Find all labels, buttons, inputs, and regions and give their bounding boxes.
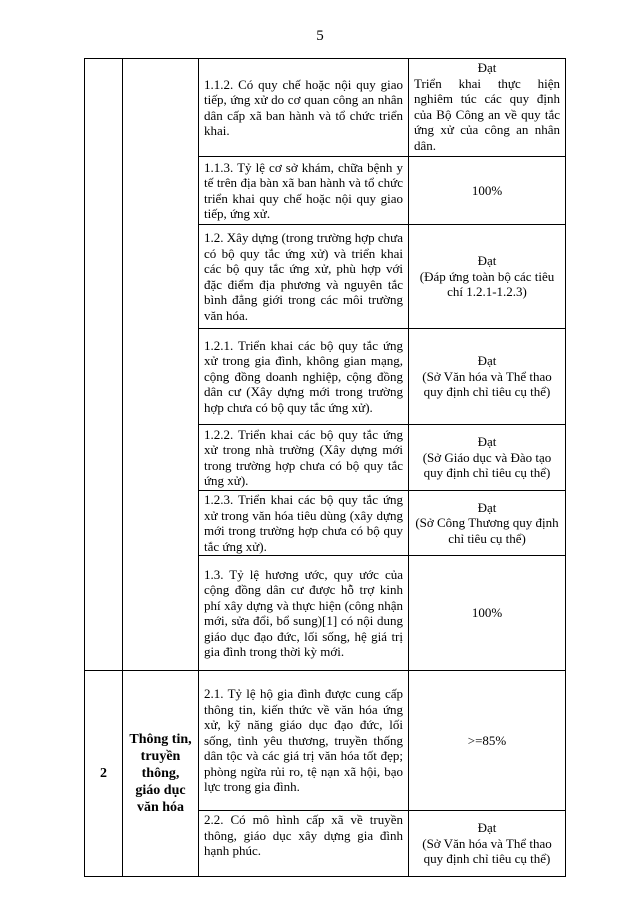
criterion-cell: 2.2. Có mô hình cấp xã về truyền thông, giáo dục xây dựng gia đình hạnh phúc. (199, 811, 409, 877)
result-cell (409, 225, 566, 329)
criteria-table (84, 58, 566, 877)
criterion-cell: 1.1.3. Tỷ lệ cơ sở khám, chữa bệnh y tế trên địa bàn xã ban hành và tổ chức triển khai quy chế hoặc nội quy giao tiếp, ứng xử. (199, 157, 409, 225)
result-value: Đạt (477, 499, 497, 515)
result-value: Đạt (477, 253, 497, 269)
result-cell (409, 425, 566, 491)
result-value: Đạt (477, 434, 497, 450)
result-note: (Sở Công Thương quy định chỉ tiêu cụ thể) (415, 515, 559, 546)
criterion-cell: 1.1.2. Có quy chế hoặc nội quy giao tiếp, ứng xử do cơ quan công an nhân dân cấp xã ban hành và tổ chức triển khai. (199, 59, 409, 157)
result-cell (409, 329, 566, 425)
result-note: Triển khai thực hiện nghiêm túc các quy định của Bộ Công an về quy tắc ứng xử của công an nhân dân. (414, 75, 560, 153)
criterion-cell: 1.2.2. Triển khai các bộ quy tắc ứng xử trong nhà trường (Xây dựng mới trong trường hợp chưa có bộ quy tắc ứng xử). (199, 425, 409, 491)
result-note: (Sở Văn hóa và Thể thao quy định chỉ tiêu cụ thể) (422, 368, 552, 400)
table-row (85, 671, 566, 811)
section-number-cell-empty (85, 59, 123, 671)
result-value: Đạt (477, 353, 497, 369)
result-value: Đạt (477, 60, 497, 75)
result-value: 100% (471, 605, 503, 621)
result-note: (Sở Giáo dục và Đào tạo quy định chỉ tiêu cụ thể) (422, 449, 552, 481)
table-row (85, 59, 566, 157)
section-number: 2 (85, 671, 123, 877)
category-cell-empty (123, 59, 199, 671)
result-cell (409, 811, 566, 877)
result-cell (409, 491, 566, 556)
category-label: Thông tin, truyền thông, giáo dục văn hóa (123, 671, 199, 877)
page-number: 5 (316, 28, 324, 44)
result-note: (Sở Văn hóa và Thể thao quy định chỉ tiêu cụ thể) (422, 835, 552, 867)
criterion-cell: 1.2. Xây dựng (trong trường hợp chưa có bộ quy tắc ứng xử) và triển khai các bộ quy tắc ứng xử, phù hợp với đặc điểm địa phương và nguyên tắc bình đẳng giới trong các môi trường văn hóa. (199, 225, 409, 329)
criterion-cell: 1.2.3. Triển khai các bộ quy tắc ứng xử trong văn hóa tiêu dùng (xây dựng mới trong trường hợp chưa có bộ quy tắc ứng xử). (199, 491, 409, 556)
result-cell (409, 556, 566, 671)
result-note: (Đáp ứng toàn bộ các tiêu chí 1.2.1-1.2.3) (419, 268, 555, 300)
result-cell (409, 59, 566, 157)
result-value: Đạt (477, 820, 497, 836)
criterion-cell: 1.3. Tỷ lệ hương ước, quy ước của cộng đồng dân cư được hỗ trợ kinh phí xây dựng và thực hiện (công nhận mới, sửa đổi, bổ sung)[1] có nội dung giáo dục đạo đức, lối sống, hệ giá trị gia đình trong thời kỳ mới. (199, 556, 409, 671)
criterion-cell: 1.2.1. Triển khai các bộ quy tắc ứng xử trong gia đình, không gian mạng, cộng đồng doanh nghiệp, cộng đồng dân cư (Xây dựng mới trong trường hợp chưa có bộ quy tắc ứng xử). (199, 329, 409, 425)
criterion-cell: 2.1. Tỷ lệ hộ gia đình được cung cấp thông tin, kiến thức về văn hóa ứng xử, kỹ năng giáo dục đạo đức, lối sống, tình yêu thương, truyền thống dân tộc và các giá trị văn hóa tốt đẹp; phòng ngừa rủi ro, tệ nạn xã hội, bạo lực trong gia đình. (199, 671, 409, 811)
result-value: >=85% (467, 732, 507, 748)
result-cell (409, 157, 566, 225)
result-value: 100% (471, 182, 503, 198)
result-cell (409, 671, 566, 811)
